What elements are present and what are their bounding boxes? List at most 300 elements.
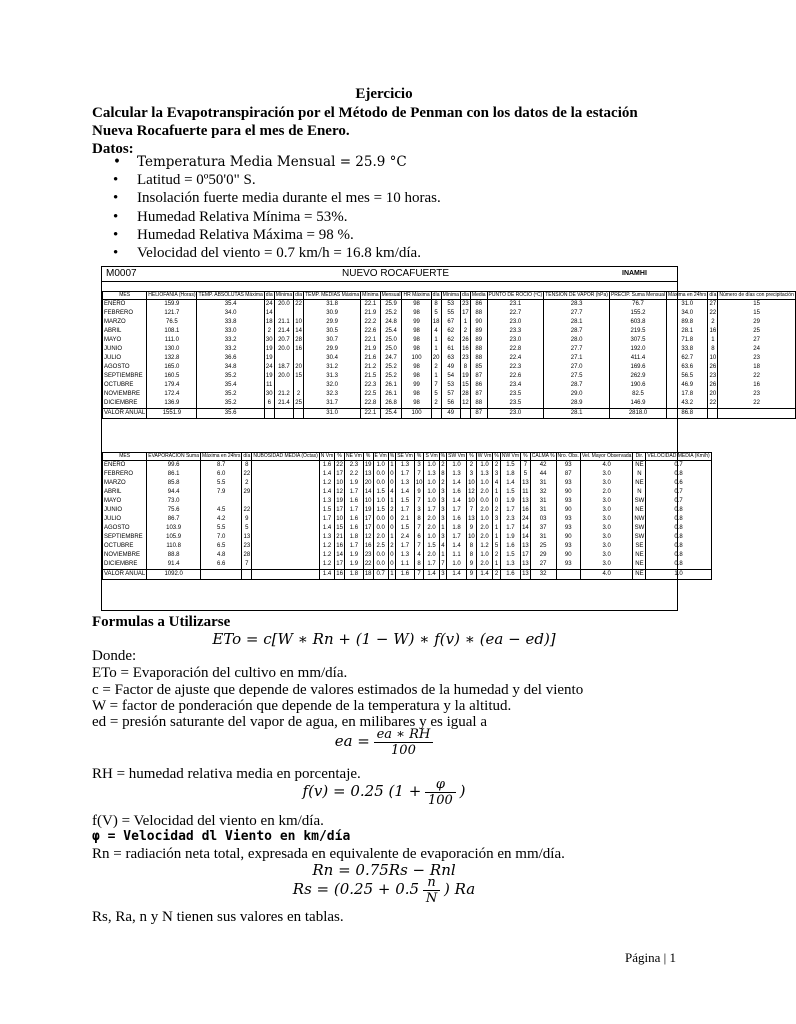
table-cell: 1.3	[396, 551, 415, 560]
table-cell: 31.8	[304, 300, 361, 310]
table-cell: 4.5	[201, 506, 242, 515]
month-cell: VALOR ANUAL	[103, 570, 147, 580]
table-cell: 98	[402, 372, 431, 381]
climate-table	[102, 291, 796, 419]
column-header: Mínima	[442, 292, 459, 298]
table-cell: 85.8	[147, 479, 201, 488]
table-cell: 1.7	[447, 506, 467, 515]
table-cell: 22.1	[361, 409, 380, 419]
column-header: %	[521, 453, 531, 461]
table-cell: 1.0	[646, 570, 711, 580]
table-cell: 27	[709, 301, 717, 307]
table-cell: 1.9	[344, 560, 363, 570]
table-cell: 85	[470, 363, 487, 372]
table-cell: 1.2	[319, 551, 335, 560]
list-item: • Insolación fuerte media durante el mes = 10 horas.	[113, 190, 441, 207]
def-w: W = factor de ponderación que depende de la temperatura y la altitud.	[92, 698, 512, 714]
table-cell: 23	[709, 373, 717, 379]
table-cell: 10	[336, 516, 343, 522]
table-cell: 3	[439, 488, 446, 497]
table-cell: 22	[708, 399, 718, 409]
table-cell: 2.4	[396, 533, 415, 542]
table-cell: 13	[468, 516, 475, 522]
table-cell: 1.4	[447, 542, 467, 551]
table-cell: 1.0	[447, 560, 467, 570]
table-cell: 13	[243, 534, 251, 540]
table-cell: 88	[470, 354, 487, 363]
table-cell: 2.1	[396, 515, 415, 524]
table-cell: 8	[414, 560, 424, 570]
table-row	[103, 470, 712, 479]
table-cell: NE	[633, 506, 646, 515]
table-cell: 0.8	[646, 533, 711, 542]
table-cell: 8	[467, 542, 477, 551]
table-cell: 16	[295, 346, 302, 352]
table-cell: 25	[530, 542, 556, 551]
table-cell: 1.7	[396, 506, 415, 515]
eto-equation: ETo = c[W ∗ Rn + (1 − W) ∗ f(v) ∗ (ea − ed)]	[212, 630, 556, 648]
table-cell: 7	[242, 560, 252, 570]
table-cell: 1.4	[447, 479, 467, 488]
table-cell: 28	[243, 552, 251, 558]
month-cell: MAYO	[103, 336, 147, 345]
table-cell	[252, 542, 319, 551]
table-cell: 86	[470, 300, 487, 310]
table-cell: 16	[709, 328, 717, 334]
table-cell: 0	[388, 524, 395, 533]
table-cell: 1.5	[373, 506, 388, 515]
table-cell: 1.9	[500, 533, 520, 542]
table-cell: 35.2	[197, 372, 264, 381]
table-cell: 98	[402, 336, 431, 345]
table-cell: 1.5	[424, 542, 439, 551]
table-cell: 86	[470, 381, 487, 390]
table-cell	[252, 488, 319, 497]
table-cell: 3	[414, 461, 424, 471]
table-cell: 2	[493, 551, 500, 560]
table-cell: 4	[414, 551, 424, 560]
table-cell: 1	[493, 560, 500, 570]
month-cell: AGOSTO	[103, 363, 147, 372]
table-cell: 603.8	[609, 318, 666, 327]
table-cell: 23.5	[487, 399, 544, 409]
table-cell: 1.4	[476, 570, 493, 580]
def-rn: Rn = radiación neta total, expresada en equivalente de evaporación en mm/día.	[92, 846, 565, 862]
table-cell: 2.0	[476, 524, 493, 533]
table-cell: 20	[432, 355, 440, 361]
table-cell: 24	[265, 364, 273, 370]
table-cell: 16	[462, 346, 469, 352]
table-cell: 1	[460, 318, 470, 327]
table-cell: 22.2	[361, 318, 380, 327]
table-row	[103, 497, 712, 506]
table-cell: 27	[530, 560, 556, 570]
table-cell: 7	[414, 470, 424, 479]
table-cell: 34.8	[197, 363, 264, 372]
table-cell: 16	[718, 381, 796, 390]
page-title: Ejercicio	[355, 86, 413, 102]
table-cell: 2	[294, 390, 304, 399]
table-cell: 23.4	[487, 381, 544, 390]
table-cell: 22	[336, 462, 343, 468]
station-agency: INAMHI	[622, 270, 647, 277]
table-cell: 1.2	[476, 542, 493, 551]
month-cell: SEPTIEMBRE	[103, 533, 147, 542]
table-cell: 0.8	[646, 542, 711, 551]
table-cell: 262.9	[609, 372, 666, 381]
column-header: VELOCIDAD MEDIA (Km/h)	[647, 453, 710, 459]
table-cell: 8	[460, 363, 470, 372]
table-cell: NW	[634, 516, 645, 522]
table-cell: 22	[295, 301, 302, 307]
table-cell: 6.0	[201, 470, 242, 479]
table-cell: 21.1	[274, 318, 293, 327]
table-cell: 1.8	[344, 533, 363, 542]
table-cell: 98	[402, 363, 431, 372]
table-cell: 19	[462, 373, 469, 379]
table-header-row	[103, 453, 712, 461]
table-cell: 3	[439, 515, 446, 524]
table-cell: 1.7	[344, 488, 363, 497]
column-header: Mensual	[381, 292, 401, 298]
table-cell	[431, 409, 441, 419]
table-cell: 93	[556, 461, 580, 471]
table-cell: 43.2	[667, 399, 708, 409]
table-cell: 1.3	[447, 470, 467, 479]
table-cell: 20	[295, 364, 302, 370]
page-number: Página | 1	[625, 950, 676, 965]
table-cell: 89.8	[667, 318, 708, 327]
table-cell: 1.6	[500, 542, 520, 551]
table-cell: 23	[718, 354, 796, 363]
table-cell: 28.9	[544, 399, 610, 409]
table-cell: 19	[265, 373, 273, 379]
table-cell: 86.1	[147, 470, 201, 479]
table-cell: 35.6	[197, 409, 264, 419]
table-cell: 23	[243, 543, 251, 549]
table-cell: 5	[242, 524, 252, 533]
table-cell: 25.2	[380, 309, 402, 318]
column-header: %	[335, 453, 345, 461]
table-cell: 2818.0	[609, 409, 666, 419]
table-cell: 36.6	[197, 354, 264, 363]
table-cell: 1.7	[447, 533, 467, 542]
table-cell: 2.0	[580, 488, 632, 497]
table-cell: 307.5	[609, 336, 666, 345]
table-cell: 32.3	[304, 390, 361, 399]
table-cell: 28.7	[544, 327, 610, 336]
table-cell	[242, 497, 252, 506]
column-header: HELIOFANIA (Horas)	[148, 292, 196, 298]
table-cell: 1.1	[396, 560, 415, 570]
table-cell: 98	[402, 327, 431, 336]
table-cell: 10	[709, 355, 717, 361]
table-cell: 4	[439, 542, 446, 551]
table-cell: SW	[634, 534, 645, 540]
table-cell: 1.6	[396, 570, 415, 580]
table-cell: 22	[243, 507, 251, 513]
table-cell: 146.9	[609, 399, 666, 409]
table-cell: 22.1	[361, 300, 380, 310]
table-row	[103, 381, 796, 390]
table-cell	[718, 409, 796, 419]
table-cell: 30.4	[304, 354, 361, 363]
table-cell: 10	[468, 534, 475, 540]
table-cell: NE	[633, 461, 646, 471]
table-cell: 20	[709, 391, 717, 397]
table-cell: 0.7	[373, 570, 388, 580]
table-cell: 14	[522, 534, 529, 540]
table-cell	[252, 479, 319, 488]
table-cell: 17	[336, 471, 343, 477]
month-cell: JUNIO	[103, 506, 147, 515]
column-header: Máxima en 24hrs	[202, 453, 241, 459]
table-cell: 2	[493, 461, 500, 471]
table-cell: 22.8	[361, 399, 380, 409]
table-cell: 1.6	[344, 497, 363, 506]
table-cell: 29.9	[304, 345, 361, 354]
table-cell: 1	[493, 488, 500, 497]
table-cell: 0.8	[646, 524, 711, 533]
table-cell: SW	[634, 525, 645, 531]
table-cell: 2.0	[424, 551, 439, 560]
table-cell: NE	[633, 479, 646, 488]
table-cell: 2	[460, 327, 470, 336]
table-cell: 2.0	[476, 533, 493, 542]
table-cell: 93	[556, 497, 580, 506]
table-cell: 9	[467, 570, 477, 580]
column-header: día	[432, 292, 440, 298]
table-cell: 62	[441, 327, 460, 336]
table-cell: 13	[522, 498, 529, 504]
table-cell: 1.7	[500, 506, 520, 515]
formulas-heading: Formulas a Utilizarse	[92, 614, 231, 630]
table-cell: 29.0	[544, 390, 610, 399]
table-cell: 14	[364, 489, 372, 495]
table-cell: 93	[556, 542, 580, 551]
table-cell: 26	[709, 382, 717, 388]
table-cell: 130.0	[147, 345, 197, 354]
table-cell: 2	[388, 506, 395, 515]
table-cell: 14	[336, 552, 343, 558]
table-cell: 2	[493, 570, 500, 580]
table-row	[103, 309, 796, 318]
table-cell: 15	[336, 525, 343, 531]
table-cell: 35.4	[197, 300, 264, 310]
table-cell: 63	[441, 354, 460, 363]
table-cell	[201, 570, 242, 580]
station-code: M0007	[106, 268, 137, 279]
table-cell: 0.8	[646, 560, 711, 570]
table-cell: 32	[530, 488, 556, 497]
table-cell: 0.8	[646, 470, 711, 479]
column-header: TENSION DE VAPOR (hPa)	[545, 292, 608, 298]
table-cell: 18	[363, 570, 373, 580]
table-cell: 31.0	[304, 409, 361, 419]
table-cell: 7	[439, 560, 446, 570]
month-cell: ENERO	[103, 461, 147, 471]
table-cell: 190.6	[609, 381, 666, 390]
table-cell	[274, 409, 293, 419]
table-cell: 18	[432, 319, 440, 325]
table-cell	[294, 354, 304, 363]
table-cell: 21.9	[361, 345, 380, 354]
table-cell: 4.0	[580, 570, 632, 580]
table-cell: 1	[431, 372, 441, 381]
column-header: N Vm	[320, 453, 334, 459]
table-cell: 3.0	[580, 497, 632, 506]
table-cell	[460, 409, 470, 419]
table-cell: 29	[530, 551, 556, 560]
table-cell	[252, 461, 319, 471]
table-cell: 23.0	[487, 409, 544, 419]
table-cell: 76.5	[147, 318, 197, 327]
table-cell: 7	[467, 506, 477, 515]
table-cell: 1	[388, 570, 395, 580]
table-cell: 132.8	[147, 354, 197, 363]
annual-row	[103, 570, 712, 580]
table-cell: 1.0	[476, 551, 493, 560]
table-cell: 88	[470, 309, 487, 318]
table-cell: 87	[470, 372, 487, 381]
table-cell: 21	[336, 534, 343, 540]
table-cell	[201, 497, 242, 506]
station-data-image	[101, 266, 794, 611]
table-cell	[294, 309, 304, 318]
table-cell: 20.0	[274, 300, 293, 310]
table-cell: 23.3	[487, 327, 544, 336]
column-header: %	[440, 453, 446, 459]
table-cell: 1.4	[447, 497, 467, 506]
table-cell: 56.5	[667, 372, 708, 381]
table-cell: 37	[530, 524, 556, 533]
table-cell: 2	[264, 327, 274, 336]
table-cell: 11	[522, 489, 529, 495]
table-cell: 98	[402, 399, 431, 409]
table-cell: 1	[708, 336, 718, 345]
table-cell: 1.2	[319, 560, 335, 570]
table-cell: 57	[441, 390, 460, 399]
table-cell: 1	[388, 461, 395, 471]
column-header: día	[265, 292, 273, 298]
table-cell: 73.0	[147, 497, 201, 506]
table-cell: 2	[431, 363, 441, 372]
table-cell: 1	[388, 533, 395, 542]
table-cell: NE	[633, 551, 646, 560]
table-cell: 105.9	[147, 533, 201, 542]
table-cell: 7.9	[201, 488, 242, 497]
table-cell: 27.5	[544, 372, 610, 381]
column-header: Mínima	[362, 292, 379, 298]
table-cell: 42	[530, 461, 556, 471]
month-cell: MARZO	[103, 318, 147, 327]
table-cell: 159.9	[147, 300, 197, 310]
table-cell	[252, 515, 319, 524]
table-cell: 98	[402, 390, 431, 399]
table-cell: 34.0	[197, 309, 264, 318]
table-cell: 15	[718, 309, 796, 318]
table-cell: 22.3	[487, 363, 544, 372]
table-cell: 22	[718, 372, 796, 381]
table-cell: 1.0	[424, 488, 439, 497]
table-cell: 25	[718, 327, 796, 336]
table-cell: 21.5	[361, 372, 380, 381]
table-cell: 3	[493, 515, 500, 524]
table-cell: 17	[522, 552, 529, 558]
table-cell: 24	[718, 345, 796, 354]
column-header: Máxima en 24hrs	[668, 292, 707, 298]
table-cell: 0.0	[476, 497, 493, 506]
table-cell: 21.2	[361, 363, 380, 372]
table-cell: 35.2	[197, 399, 264, 409]
table-cell: 0	[388, 479, 395, 488]
table-cell: 1.7	[424, 560, 439, 570]
table-cell: 8.7	[201, 461, 242, 471]
table-cell: 31	[530, 506, 556, 515]
table-cell: 1.0	[447, 461, 467, 471]
table-cell	[252, 497, 319, 506]
table-cell: 19	[265, 355, 273, 361]
month-cell: JUNIO	[103, 345, 147, 354]
table-cell: 28.3	[544, 300, 610, 310]
table-cell: 30	[265, 337, 273, 343]
table-cell: 3.0	[580, 515, 632, 524]
table-cell	[252, 524, 319, 533]
column-header: Nro. Obs.	[557, 453, 579, 459]
table-cell: 22.6	[361, 327, 380, 336]
def-phi: φ = Velocidad dl Viento en km/día	[92, 829, 351, 844]
table-row	[103, 488, 712, 497]
table-cell: 34.0	[667, 309, 708, 318]
table-cell: 25.0	[380, 345, 402, 354]
table-cell	[264, 409, 274, 419]
table-cell: 15	[295, 373, 302, 379]
table-cell: 20	[364, 480, 372, 486]
table-cell: 25.2	[380, 363, 402, 372]
table-cell: 1.0	[424, 497, 439, 506]
table-cell: 29.9	[304, 318, 361, 327]
table-cell: 1.0	[373, 497, 388, 506]
table-cell: 1.0	[373, 461, 388, 471]
table-row	[103, 390, 796, 399]
month-cell: NOVIEMBRE	[103, 390, 147, 399]
table-cell: 25.4	[380, 327, 402, 336]
table-cell: 0	[388, 560, 395, 570]
column-header: EVAPORACION Suma	[148, 453, 200, 459]
table-cell: 1	[439, 551, 446, 560]
table-cell: 56	[441, 399, 460, 409]
table-cell: 26	[709, 364, 717, 370]
table-cell: 63.6	[667, 363, 708, 372]
table-cell: 16	[335, 570, 345, 580]
fv-equation: f(v) = 0.25 (1 + $\frac{\varphi}{100}$ )	[302, 777, 466, 808]
list-item: • Latitud = 0º50'0" S.	[113, 172, 256, 189]
column-header: día	[243, 453, 251, 459]
table-cell: 28.1	[544, 409, 610, 419]
table-cell: 1	[439, 524, 446, 533]
list-item: • Humedad Relativa Mínima = 53%.	[113, 208, 348, 225]
table-cell: 9	[242, 515, 252, 524]
donde-label: Donde:	[92, 648, 137, 664]
table-cell: 4	[388, 488, 395, 497]
table-cell: 1.5	[500, 551, 520, 560]
table-row	[103, 533, 712, 542]
table-cell: 10	[468, 498, 475, 504]
table-cell: 8	[431, 300, 441, 310]
table-cell: 25.2	[380, 372, 402, 381]
table-cell: 8	[414, 515, 424, 524]
table-cell: 3.0	[580, 506, 632, 515]
